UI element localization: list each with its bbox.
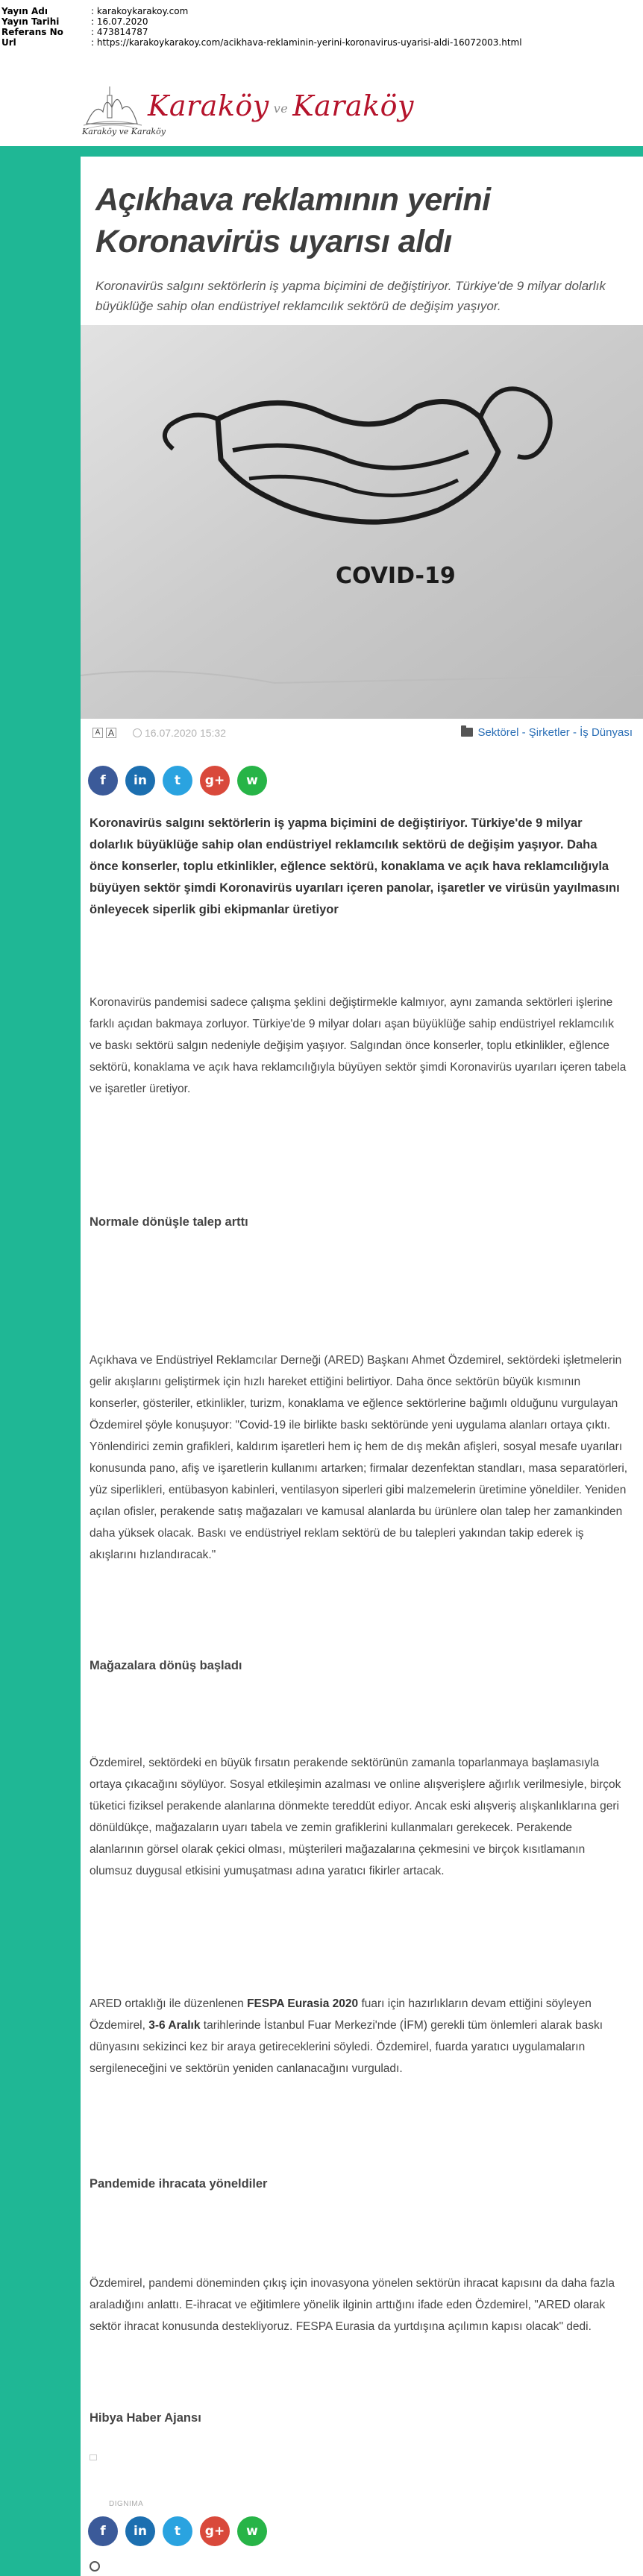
logo-part2: Karaköy — [292, 89, 415, 122]
linkedin-share-button[interactable]: in — [125, 766, 155, 796]
clock-icon — [133, 728, 142, 737]
twitter-share-button[interactable]: t — [163, 2516, 192, 2546]
article-paragraph: Koronavirüs pandemisi sadece çalışma şeklini değiştirmekle kalmıyor, aynı zamanda sektörleri işlerine farklı açıdan bakmaya zorluyor. Türkiye'de 9 milyar doları aşan büyüklüğe sahip endüstriyel reklamcılık ve baskı sektörü salgın nedeniyle değişim yaşıyor. Salgından önce konserler, toplu etkinlikler, eğlence sektörü, konaklama ve açık hava reklamcılığıyla büyüyen sektör şimdi Koronavirüs uyarıları içeren tabela ve işaretler üretiyor. — [90, 996, 627, 1095]
article-hero-image — [81, 325, 643, 719]
font-increase-button[interactable]: A — [106, 728, 116, 738]
meta-row — [0, 37, 643, 48]
meta-key: Yayın Tarihi — [1, 16, 60, 27]
text-run: ARED ortaklığı ile düzenlenen — [90, 1997, 248, 2010]
whatsapp-share-button[interactable]: w — [237, 2516, 267, 2546]
category-text: Sektörel - Şirketler - İş Dünyası — [477, 726, 633, 739]
linkedin-share-button[interactable]: in — [125, 2516, 155, 2546]
facebook-share-button[interactable]: f — [88, 766, 118, 796]
image-placeholder-icon — [90, 2454, 97, 2460]
meta-value: : karakoykarakoy.com — [91, 6, 189, 16]
article-lead: Koronavirüs salgını sektörlerin iş yapma biçimini de değiştiriyor. Türkiye'de 9 milyar dolarlık büyüklüğe sahip olan endüstriyel reklamcılık sektörü de değişim yaşıyor. — [95, 279, 606, 313]
share-bar-bottom — [88, 2516, 267, 2546]
event-name: FESPA Eurasia 2020 — [247, 1997, 359, 2010]
article-container — [81, 157, 643, 2576]
text-run: tarihlerinde İstanbul Fuar Merkezi'nde (İFM) gerekli tüm önlemleri alarak baskı dünyasını sekizinci kez bir araya getireceklerini söyledi. Özdemirel, fuarda yaratıcı uygulamaların sergileneceğini ve sektörün yeniden canlanacağını vurguladı. — [90, 2019, 603, 2075]
event-date: 3-6 Aralık — [148, 2019, 201, 2032]
article-paragraph: Özdemirel, sektördeki en büyük fırsatın perakende sektörünün zamanla toparlanmaya başlamasıyla ortaya çıkacağını söylüyor. Sosyal etkileşimin azalması ve online alışverişlere ağırlık verilmesiyle, birçok tüketici fiziksel perakende alanlarına dönmekte tereddüt ediyor. Ancak eski alışveriş alışkanlıklarına geri dönüldükçe, mağazaların uyarı tabela ve zemin grafiklerini kullanmaları gerekecek. Perakende alanlarının görsel olarak çekici olması, müşterileri mağazalarına çekmesini ve birçok kısıtlamanın olumsuz duygusal etkisini yumuşatması adına yaratıcı fikirler artacak. — [90, 1757, 621, 1877]
logo-part1: Karaköy — [148, 89, 269, 122]
meta-value: : 16.07.2020 — [91, 16, 148, 27]
googleplus-share-button[interactable]: g+ — [200, 2516, 230, 2546]
share-bar-top — [88, 766, 267, 796]
article-subheading: Normale dönüşle talep arttı — [90, 1215, 248, 1229]
font-decrease-button[interactable]: A — [92, 728, 103, 738]
folder-icon — [461, 728, 473, 737]
report-meta — [0, 6, 643, 48]
logo-subtitle: Karaköy ve Karaköy — [82, 127, 166, 136]
meta-key: Url — [1, 37, 16, 48]
logo-amp: ve — [273, 101, 289, 116]
meta-key: Referans No — [1, 27, 63, 37]
meta-value: : https://karakoykarakoy.com/acikhava-reklaminin-yerini-koronavirus-uyarisi-aldi-16072003.html — [91, 37, 522, 48]
facebook-share-button[interactable]: f — [88, 2516, 118, 2546]
article-title: Açıkhava reklamının yerini Koronavirüs uyarısı aldı — [95, 182, 491, 259]
text-run: fuarı için hazırlıkların devam ettiğini söyleyen Özdemirel, — [90, 1997, 592, 2032]
article-spot: Koronavirüs salgını sektörlerin iş yapma biçimini de değiştiriyor. Türkiye'de 9 milyar dolarlık büyüklüğe sahip olan endüstriyel reklamcılık sektörü de değişim yaşıyor. Daha önce konserler, toplu etkinlikler, eğlence sektörü, konaklama ve açık hava reklamcılığıyla büyüyen sektör şimdi Koronavirüs uyarıları içeren panolar, işaretler ve virüsün yayılmasını önleyecek siperlik gibi ekipmanlar üretiyor — [90, 816, 620, 916]
meta-key: Yayın Adı — [1, 6, 48, 16]
meta-row — [0, 27, 643, 37]
twitter-share-button[interactable]: t — [163, 766, 192, 796]
article-subheading: Pandemide ihracata yöneldiler — [90, 2177, 268, 2191]
meta-row — [0, 16, 643, 27]
article-subheading: Mağazalara dönüş başladı — [90, 1659, 242, 1672]
news-agency: Hibya Haber Ajansı — [90, 2411, 201, 2425]
article-meta-bar — [92, 723, 633, 744]
logo-wordmark — [148, 89, 414, 122]
article-paragraph — [90, 1993, 628, 2079]
hero-covid-text: COVID-19 — [336, 563, 456, 589]
publisher-label: DIGNIMA — [109, 2500, 144, 2508]
site-logo[interactable] — [81, 81, 415, 142]
article-paragraph: Özdemirel, pandemi döneminden çıkış için inovasyona yönelen sektörün ihracat kapısını da daha fazla araladığını anlattı. E-ihracat ve eğitimlere yönelik ilginin arttığını ifade eden Özdemirel, "ARED olarak sektör ihracat konusunda destekliyoruz. FESPA Eurasia da yurtdışına açılımın kapısı olacak" dedi. — [90, 2277, 615, 2333]
whatsapp-share-button[interactable]: w — [237, 766, 267, 796]
meta-value: : 473814787 — [91, 27, 148, 37]
publish-date-text: 16.07.2020 15:32 — [145, 727, 226, 739]
article-paragraph: Açıkhava ve Endüstriyel Reklamcılar Derneği (ARED) Başkanı Ahmet Özdemirel, sektördeki işletmelerin gelir akışlarını geliştirmek için hızlı hareket ettiğini belirtiyor. Daha önce sektörün büyük kısmının konserler, gösteriler, etkinlikler, turizm, konaklama ve eğlence sektörlerine bağımlı olduğunu vurgulayan Özdemirel şöyle konuşuyor: "Covid-19 ile birlikte baskı sektöründe yeni uygulama alanları ortaya çıktı. Yönlendirici zemin grafikleri, kaldırım işaretleri hem iç hem de dış mekân afişleri, sosyal mesafe uyarıları konusunda pano, afiş ve işaretlerin kullanımı artarken; firmalar dezenfektan standları, masa separatörleri, yüz siperlikleri, entübasyon kabinleri, ventilasyon siperleri gibi malzemelerin üretimine yöneldiler. Yeniden açılan ofisler, perakende satış mağazaları ve kamusal alanlarda bu ürünlere olan talep her zamankinden daha yüksek olacak. Baskı ve endüstriyel reklam sektörü de bu talepleri yakından takip ederek iş akışlarını hızlandıracak." — [90, 1354, 628, 1561]
publish-date — [133, 727, 226, 739]
clock-icon — [90, 2561, 100, 2572]
meta-row — [0, 6, 643, 16]
covid-mask-graffiti-icon — [81, 325, 643, 719]
category-link[interactable] — [461, 726, 633, 739]
googleplus-share-button[interactable]: g+ — [200, 766, 230, 796]
